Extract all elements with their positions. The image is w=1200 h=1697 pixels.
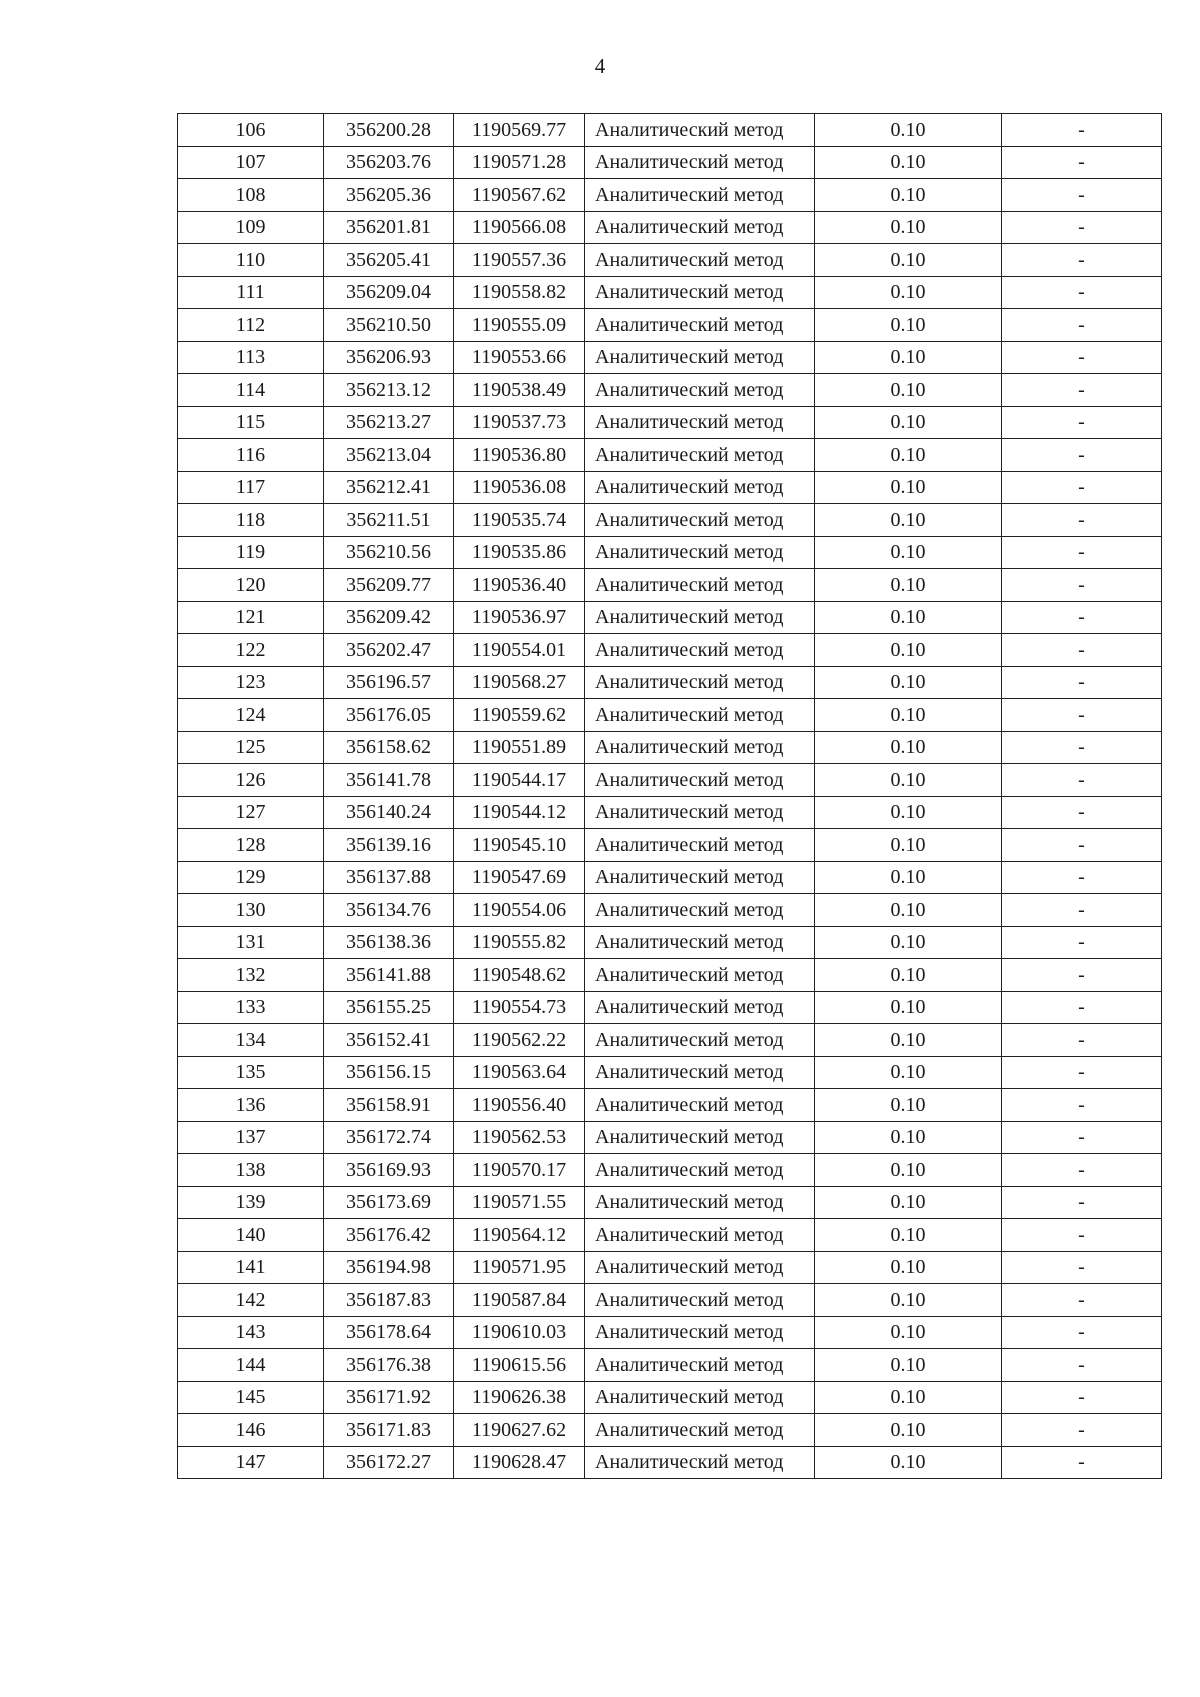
point-number-cell: 143	[178, 1316, 324, 1349]
table-row	[178, 601, 1162, 634]
note-cell: -	[1002, 731, 1162, 764]
point-number-cell: 127	[178, 796, 324, 829]
y-coordinate-cell: 1190567.62	[454, 179, 585, 212]
x-coordinate-cell: 356171.83	[324, 1414, 454, 1447]
note-cell: -	[1002, 1349, 1162, 1382]
note-cell: -	[1002, 1316, 1162, 1349]
x-coordinate-cell: 356213.12	[324, 374, 454, 407]
accuracy-cell: 0.10	[815, 146, 1002, 179]
note-cell: -	[1002, 634, 1162, 667]
y-coordinate-cell: 1190562.22	[454, 1024, 585, 1057]
x-coordinate-cell: 356178.64	[324, 1316, 454, 1349]
y-coordinate-cell: 1190627.62	[454, 1414, 585, 1447]
note-cell: -	[1002, 894, 1162, 927]
point-number-cell: 133	[178, 991, 324, 1024]
table-row	[178, 471, 1162, 504]
accuracy-cell: 0.10	[815, 926, 1002, 959]
accuracy-cell: 0.10	[815, 1186, 1002, 1219]
accuracy-cell: 0.10	[815, 406, 1002, 439]
table-row	[178, 764, 1162, 797]
table-row	[178, 114, 1162, 147]
table-row	[178, 1056, 1162, 1089]
note-cell: -	[1002, 1446, 1162, 1479]
x-coordinate-cell: 356172.27	[324, 1446, 454, 1479]
y-coordinate-cell: 1190554.06	[454, 894, 585, 927]
accuracy-cell: 0.10	[815, 1219, 1002, 1252]
note-cell: -	[1002, 861, 1162, 894]
y-coordinate-cell: 1190628.47	[454, 1446, 585, 1479]
point-number-cell: 135	[178, 1056, 324, 1089]
note-cell: -	[1002, 1121, 1162, 1154]
method-cell: Аналитический метод	[585, 406, 815, 439]
method-cell: Аналитический метод	[585, 1056, 815, 1089]
note-cell: -	[1002, 536, 1162, 569]
method-cell: Аналитический метод	[585, 114, 815, 147]
x-coordinate-cell: 356209.04	[324, 276, 454, 309]
table-row	[178, 829, 1162, 862]
x-coordinate-cell: 356158.62	[324, 731, 454, 764]
point-number-cell: 144	[178, 1349, 324, 1382]
table-row	[178, 244, 1162, 277]
y-coordinate-cell: 1190536.80	[454, 439, 585, 472]
table-row	[178, 276, 1162, 309]
y-coordinate-cell: 1190535.86	[454, 536, 585, 569]
note-cell: -	[1002, 764, 1162, 797]
method-cell: Аналитический метод	[585, 666, 815, 699]
accuracy-cell: 0.10	[815, 1446, 1002, 1479]
note-cell: -	[1002, 146, 1162, 179]
accuracy-cell: 0.10	[815, 569, 1002, 602]
y-coordinate-cell: 1190536.08	[454, 471, 585, 504]
note-cell: -	[1002, 374, 1162, 407]
accuracy-cell: 0.10	[815, 341, 1002, 374]
method-cell: Аналитический метод	[585, 146, 815, 179]
method-cell: Аналитический метод	[585, 601, 815, 634]
table-row	[178, 861, 1162, 894]
point-number-cell: 137	[178, 1121, 324, 1154]
x-coordinate-cell: 356137.88	[324, 861, 454, 894]
x-coordinate-cell: 356152.41	[324, 1024, 454, 1057]
method-cell: Аналитический метод	[585, 439, 815, 472]
x-coordinate-cell: 356196.57	[324, 666, 454, 699]
y-coordinate-cell: 1190544.12	[454, 796, 585, 829]
method-cell: Аналитический метод	[585, 179, 815, 212]
point-number-cell: 113	[178, 341, 324, 374]
table-row	[178, 569, 1162, 602]
accuracy-cell: 0.10	[815, 179, 1002, 212]
accuracy-cell: 0.10	[815, 764, 1002, 797]
note-cell: -	[1002, 1381, 1162, 1414]
y-coordinate-cell: 1190556.40	[454, 1089, 585, 1122]
accuracy-cell: 0.10	[815, 374, 1002, 407]
method-cell: Аналитический метод	[585, 1024, 815, 1057]
x-coordinate-cell: 356139.16	[324, 829, 454, 862]
y-coordinate-cell: 1190569.77	[454, 114, 585, 147]
point-number-cell: 131	[178, 926, 324, 959]
y-coordinate-cell: 1190563.64	[454, 1056, 585, 1089]
x-coordinate-cell: 356140.24	[324, 796, 454, 829]
accuracy-cell: 0.10	[815, 536, 1002, 569]
note-cell: -	[1002, 276, 1162, 309]
method-cell: Аналитический метод	[585, 569, 815, 602]
method-cell: Аналитический метод	[585, 959, 815, 992]
x-coordinate-cell: 356201.81	[324, 211, 454, 244]
table-row	[178, 1284, 1162, 1317]
point-number-cell: 128	[178, 829, 324, 862]
y-coordinate-cell: 1190557.36	[454, 244, 585, 277]
x-coordinate-cell: 356172.74	[324, 1121, 454, 1154]
method-cell: Аналитический метод	[585, 926, 815, 959]
method-cell: Аналитический метод	[585, 1349, 815, 1382]
point-number-cell: 120	[178, 569, 324, 602]
table-row	[178, 374, 1162, 407]
accuracy-cell: 0.10	[815, 1284, 1002, 1317]
y-coordinate-cell: 1190554.73	[454, 991, 585, 1024]
table-row	[178, 1446, 1162, 1479]
y-coordinate-cell: 1190555.82	[454, 926, 585, 959]
accuracy-cell: 0.10	[815, 276, 1002, 309]
accuracy-cell: 0.10	[815, 796, 1002, 829]
table-body	[178, 114, 1162, 1479]
x-coordinate-cell: 356209.42	[324, 601, 454, 634]
method-cell: Аналитический метод	[585, 1219, 815, 1252]
point-number-cell: 126	[178, 764, 324, 797]
y-coordinate-cell: 1190538.49	[454, 374, 585, 407]
method-cell: Аналитический метод	[585, 1186, 815, 1219]
table-row	[178, 406, 1162, 439]
method-cell: Аналитический метод	[585, 991, 815, 1024]
method-cell: Аналитический метод	[585, 634, 815, 667]
note-cell: -	[1002, 699, 1162, 732]
method-cell: Аналитический метод	[585, 1316, 815, 1349]
point-number-cell: 118	[178, 504, 324, 537]
note-cell: -	[1002, 244, 1162, 277]
method-cell: Аналитический метод	[585, 764, 815, 797]
x-coordinate-cell: 356169.93	[324, 1154, 454, 1187]
note-cell: -	[1002, 959, 1162, 992]
method-cell: Аналитический метод	[585, 894, 815, 927]
accuracy-cell: 0.10	[815, 211, 1002, 244]
accuracy-cell: 0.10	[815, 1316, 1002, 1349]
table-row	[178, 666, 1162, 699]
point-number-cell: 139	[178, 1186, 324, 1219]
y-coordinate-cell: 1190570.17	[454, 1154, 585, 1187]
x-coordinate-cell: 356210.56	[324, 536, 454, 569]
note-cell: -	[1002, 829, 1162, 862]
x-coordinate-cell: 356156.15	[324, 1056, 454, 1089]
x-coordinate-cell: 356141.78	[324, 764, 454, 797]
table-row	[178, 1154, 1162, 1187]
point-number-cell: 146	[178, 1414, 324, 1447]
accuracy-cell: 0.10	[815, 991, 1002, 1024]
note-cell: -	[1002, 1251, 1162, 1284]
method-cell: Аналитический метод	[585, 1121, 815, 1154]
method-cell: Аналитический метод	[585, 861, 815, 894]
table-row	[178, 1121, 1162, 1154]
note-cell: -	[1002, 406, 1162, 439]
y-coordinate-cell: 1190547.69	[454, 861, 585, 894]
accuracy-cell: 0.10	[815, 1056, 1002, 1089]
x-coordinate-cell: 356211.51	[324, 504, 454, 537]
table-row	[178, 991, 1162, 1024]
point-number-cell: 145	[178, 1381, 324, 1414]
coordinates-table	[177, 113, 1162, 1479]
method-cell: Аналитический метод	[585, 1089, 815, 1122]
x-coordinate-cell: 356138.36	[324, 926, 454, 959]
accuracy-cell: 0.10	[815, 634, 1002, 667]
y-coordinate-cell: 1190626.38	[454, 1381, 585, 1414]
accuracy-cell: 0.10	[815, 244, 1002, 277]
y-coordinate-cell: 1190559.62	[454, 699, 585, 732]
x-coordinate-cell: 356187.83	[324, 1284, 454, 1317]
point-number-cell: 121	[178, 601, 324, 634]
y-coordinate-cell: 1190558.82	[454, 276, 585, 309]
accuracy-cell: 0.10	[815, 471, 1002, 504]
table-row	[178, 634, 1162, 667]
y-coordinate-cell: 1190536.40	[454, 569, 585, 602]
x-coordinate-cell: 356155.25	[324, 991, 454, 1024]
accuracy-cell: 0.10	[815, 894, 1002, 927]
note-cell: -	[1002, 601, 1162, 634]
method-cell: Аналитический метод	[585, 699, 815, 732]
method-cell: Аналитический метод	[585, 1381, 815, 1414]
table-row	[178, 1349, 1162, 1382]
note-cell: -	[1002, 1284, 1162, 1317]
note-cell: -	[1002, 1089, 1162, 1122]
accuracy-cell: 0.10	[815, 829, 1002, 862]
accuracy-cell: 0.10	[815, 1024, 1002, 1057]
page-number: 4	[594, 54, 606, 78]
x-coordinate-cell: 356173.69	[324, 1186, 454, 1219]
table-row	[178, 341, 1162, 374]
point-number-cell: 124	[178, 699, 324, 732]
y-coordinate-cell: 1190536.97	[454, 601, 585, 634]
method-cell: Аналитический метод	[585, 471, 815, 504]
x-coordinate-cell: 356202.47	[324, 634, 454, 667]
point-number-cell: 116	[178, 439, 324, 472]
note-cell: -	[1002, 1219, 1162, 1252]
table-row	[178, 699, 1162, 732]
table-row	[178, 1381, 1162, 1414]
accuracy-cell: 0.10	[815, 1251, 1002, 1284]
note-cell: -	[1002, 1024, 1162, 1057]
point-number-cell: 129	[178, 861, 324, 894]
table-row	[178, 1414, 1162, 1447]
y-coordinate-cell: 1190587.84	[454, 1284, 585, 1317]
note-cell: -	[1002, 666, 1162, 699]
x-coordinate-cell: 356210.50	[324, 309, 454, 342]
point-number-cell: 136	[178, 1089, 324, 1122]
note-cell: -	[1002, 1414, 1162, 1447]
note-cell: -	[1002, 341, 1162, 374]
x-coordinate-cell: 356176.42	[324, 1219, 454, 1252]
point-number-cell: 123	[178, 666, 324, 699]
accuracy-cell: 0.10	[815, 731, 1002, 764]
point-number-cell: 134	[178, 1024, 324, 1057]
method-cell: Аналитический метод	[585, 1414, 815, 1447]
table-row	[178, 504, 1162, 537]
table-row	[178, 1024, 1162, 1057]
accuracy-cell: 0.10	[815, 1349, 1002, 1382]
y-coordinate-cell: 1190537.73	[454, 406, 585, 439]
method-cell: Аналитический метод	[585, 211, 815, 244]
x-coordinate-cell: 356203.76	[324, 146, 454, 179]
y-coordinate-cell: 1190555.09	[454, 309, 585, 342]
method-cell: Аналитический метод	[585, 829, 815, 862]
method-cell: Аналитический метод	[585, 341, 815, 374]
note-cell: -	[1002, 179, 1162, 212]
note-cell: -	[1002, 309, 1162, 342]
note-cell: -	[1002, 1154, 1162, 1187]
accuracy-cell: 0.10	[815, 861, 1002, 894]
table-row	[178, 1219, 1162, 1252]
accuracy-cell: 0.10	[815, 699, 1002, 732]
x-coordinate-cell: 356158.91	[324, 1089, 454, 1122]
note-cell: -	[1002, 504, 1162, 537]
accuracy-cell: 0.10	[815, 1154, 1002, 1187]
point-number-cell: 130	[178, 894, 324, 927]
note-cell: -	[1002, 439, 1162, 472]
note-cell: -	[1002, 471, 1162, 504]
x-coordinate-cell: 356209.77	[324, 569, 454, 602]
note-cell: -	[1002, 926, 1162, 959]
accuracy-cell: 0.10	[815, 959, 1002, 992]
point-number-cell: 112	[178, 309, 324, 342]
method-cell: Аналитический метод	[585, 1446, 815, 1479]
point-number-cell: 114	[178, 374, 324, 407]
note-cell: -	[1002, 1186, 1162, 1219]
point-number-cell: 106	[178, 114, 324, 147]
y-coordinate-cell: 1190548.62	[454, 959, 585, 992]
y-coordinate-cell: 1190564.12	[454, 1219, 585, 1252]
method-cell: Аналитический метод	[585, 1284, 815, 1317]
point-number-cell: 140	[178, 1219, 324, 1252]
x-coordinate-cell: 356171.92	[324, 1381, 454, 1414]
point-number-cell: 138	[178, 1154, 324, 1187]
point-number-cell: 109	[178, 211, 324, 244]
note-cell: -	[1002, 211, 1162, 244]
note-cell: -	[1002, 796, 1162, 829]
x-coordinate-cell: 356194.98	[324, 1251, 454, 1284]
y-coordinate-cell: 1190615.56	[454, 1349, 585, 1382]
point-number-cell: 108	[178, 179, 324, 212]
x-coordinate-cell: 356213.04	[324, 439, 454, 472]
note-cell: -	[1002, 991, 1162, 1024]
method-cell: Аналитический метод	[585, 244, 815, 277]
x-coordinate-cell: 356134.76	[324, 894, 454, 927]
y-coordinate-cell: 1190535.74	[454, 504, 585, 537]
y-coordinate-cell: 1190571.55	[454, 1186, 585, 1219]
y-coordinate-cell: 1190553.66	[454, 341, 585, 374]
table-row	[178, 309, 1162, 342]
table-row	[178, 179, 1162, 212]
point-number-cell: 122	[178, 634, 324, 667]
x-coordinate-cell: 356176.38	[324, 1349, 454, 1382]
table-row	[178, 731, 1162, 764]
accuracy-cell: 0.10	[815, 439, 1002, 472]
y-coordinate-cell: 1190610.03	[454, 1316, 585, 1349]
y-coordinate-cell: 1190545.10	[454, 829, 585, 862]
y-coordinate-cell: 1190566.08	[454, 211, 585, 244]
method-cell: Аналитический метод	[585, 276, 815, 309]
x-coordinate-cell: 356141.88	[324, 959, 454, 992]
x-coordinate-cell: 356213.27	[324, 406, 454, 439]
table-row	[178, 146, 1162, 179]
table-row	[178, 926, 1162, 959]
method-cell: Аналитический метод	[585, 796, 815, 829]
point-number-cell: 107	[178, 146, 324, 179]
table-row	[178, 211, 1162, 244]
table-row	[178, 536, 1162, 569]
y-coordinate-cell: 1190544.17	[454, 764, 585, 797]
y-coordinate-cell: 1190571.28	[454, 146, 585, 179]
table-row	[178, 439, 1162, 472]
point-number-cell: 132	[178, 959, 324, 992]
table-row	[178, 796, 1162, 829]
note-cell: -	[1002, 1056, 1162, 1089]
y-coordinate-cell: 1190571.95	[454, 1251, 585, 1284]
point-number-cell: 125	[178, 731, 324, 764]
table-row	[178, 1089, 1162, 1122]
point-number-cell: 119	[178, 536, 324, 569]
note-cell: -	[1002, 569, 1162, 602]
method-cell: Аналитический метод	[585, 504, 815, 537]
accuracy-cell: 0.10	[815, 1381, 1002, 1414]
point-number-cell: 142	[178, 1284, 324, 1317]
accuracy-cell: 0.10	[815, 114, 1002, 147]
accuracy-cell: 0.10	[815, 1121, 1002, 1154]
y-coordinate-cell: 1190554.01	[454, 634, 585, 667]
method-cell: Аналитический метод	[585, 1251, 815, 1284]
method-cell: Аналитический метод	[585, 374, 815, 407]
point-number-cell: 111	[178, 276, 324, 309]
accuracy-cell: 0.10	[815, 309, 1002, 342]
accuracy-cell: 0.10	[815, 666, 1002, 699]
accuracy-cell: 0.10	[815, 601, 1002, 634]
x-coordinate-cell: 356176.05	[324, 699, 454, 732]
x-coordinate-cell: 356200.28	[324, 114, 454, 147]
table-row	[178, 1316, 1162, 1349]
x-coordinate-cell: 356205.41	[324, 244, 454, 277]
accuracy-cell: 0.10	[815, 1414, 1002, 1447]
y-coordinate-cell: 1190562.53	[454, 1121, 585, 1154]
x-coordinate-cell: 356206.93	[324, 341, 454, 374]
y-coordinate-cell: 1190551.89	[454, 731, 585, 764]
accuracy-cell: 0.10	[815, 504, 1002, 537]
table-row	[178, 959, 1162, 992]
accuracy-cell: 0.10	[815, 1089, 1002, 1122]
y-coordinate-cell: 1190568.27	[454, 666, 585, 699]
point-number-cell: 117	[178, 471, 324, 504]
x-coordinate-cell: 356205.36	[324, 179, 454, 212]
method-cell: Аналитический метод	[585, 1154, 815, 1187]
table-row	[178, 1251, 1162, 1284]
point-number-cell: 147	[178, 1446, 324, 1479]
method-cell: Аналитический метод	[585, 309, 815, 342]
table-row	[178, 894, 1162, 927]
point-number-cell: 110	[178, 244, 324, 277]
table-row	[178, 1186, 1162, 1219]
point-number-cell: 115	[178, 406, 324, 439]
x-coordinate-cell: 356212.41	[324, 471, 454, 504]
method-cell: Аналитический метод	[585, 536, 815, 569]
note-cell: -	[1002, 114, 1162, 147]
method-cell: Аналитический метод	[585, 731, 815, 764]
point-number-cell: 141	[178, 1251, 324, 1284]
